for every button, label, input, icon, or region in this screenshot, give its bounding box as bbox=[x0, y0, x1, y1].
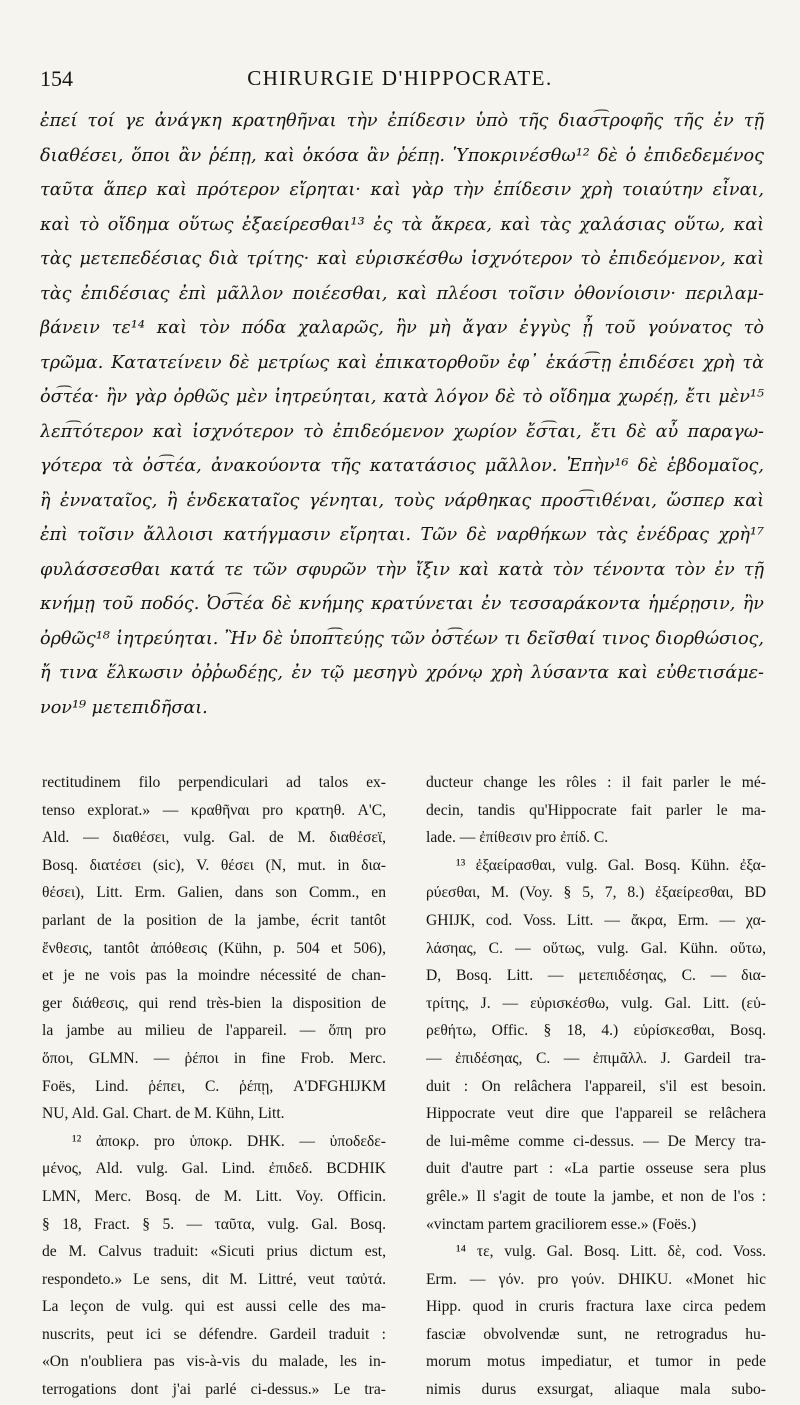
greek-line: ἤ τινα ἕλκωσιν ὀῤῥωδέῃς, ἐν τῷ μεσηγὺ χρόνῳ χρὴ λύσαντα καὶ εὐθετισάμε- bbox=[40, 663, 764, 683]
note-line: ducteur change les rôles : il fait parler le mé- bbox=[426, 774, 766, 791]
note-line: de lui-même comme ci-dessus. — De Mercy tra- bbox=[426, 1132, 766, 1150]
note-line: Bosq. διατέσει (sic), V. θέσει (N, mut. in δια- bbox=[42, 856, 386, 874]
note-line: respondeto.» Le sens, dit M. Littré, veut ταὐτά. bbox=[42, 1270, 386, 1288]
greek-text-block bbox=[40, 104, 764, 725]
note-line: D, Bosq. Litt. — μετεπιδέσηας, C. — δια- bbox=[426, 967, 766, 985]
greek-line: ταῦτα ἅπερ καὶ πρότερον εἴρηται· καὶ γὰρ τὴν ἐπίδεσιν χρὴ τοιαύτην εἶναι, bbox=[40, 180, 764, 200]
note-line: fasciæ obvolvendæ sunt, ne retrogradus hu- bbox=[426, 1325, 766, 1343]
note-line: rectitudinem filo perpendiculari ad talos ex- bbox=[42, 774, 386, 791]
greek-line: τρῶμα. Κατατείνειν δὲ μετρίως καὶ ἐπικατορθοῦν ἐφ᾽ ἑκάσ͡τῃ ἐπιδέσει χρὴ τὰ bbox=[40, 352, 764, 373]
note-line: ρεθήτω, Offic. § 18, 4.) εὑρίσκεσθαι, Bosq. bbox=[426, 1022, 766, 1040]
note-line: nimis durus exsurgat, aliaque mala subo- bbox=[426, 1381, 766, 1399]
note-line: tenso explorat.» — κραθῆναι pro κρατηθ. A'C, bbox=[42, 801, 386, 819]
greek-line: ὀσ͡τέα· ἢν γὰρ ὀρθῶς μὲν ἰητρεύηται, κατὰ λόγον δὲ τὸ οἴδημα χωρέῃ, ἔτι μὲν¹⁵ bbox=[40, 387, 764, 407]
note-line: lade. — ἐπίθεσιν pro ἐπίδ. C. bbox=[426, 829, 609, 847]
footnote-12-start: ¹² ἀποκρ. pro ὑποκρ. DHK. — ὑποδεδε- bbox=[72, 1132, 386, 1150]
note-line: «vinctam partem graciliorem esse.» (Foës.) bbox=[426, 1215, 697, 1233]
note-line: decin, tandis qu'Hippocrate fait parler le ma- bbox=[426, 801, 766, 819]
greek-line: διαθέσει, ὅποι ἂν ῥέπῃ, καὶ ὁκόσα ἂν ῥέπῃ. Ὑποκρινέσθω¹² δὲ ὁ ἐπιδεδεμένος bbox=[40, 145, 764, 166]
greek-line: λεπ͡τότερον καὶ ἰσχνότερον τὸ ἐπιδεόμενον χωρίον ἔσ͡ται, ἔτι δὲ αὖ παραγω- bbox=[40, 421, 764, 442]
greek-line: βάνειν τε¹⁴ καὶ τὸν πόδα χαλαρῶς, ἣν μὴ ἄγαν ἐγγὺς ᾖ τοῦ γούνατος τὸ bbox=[40, 318, 764, 338]
greek-line: ἢ ἐνναταῖος, ἢ ἑνδεκαταῖος γένηται, τοὺς νάρθηκας προσ͡τιθέναι, ὥσπερ καὶ bbox=[40, 490, 764, 511]
note-line: LMN, Merc. Bosq. de M. Litt. Voy. Officin. bbox=[42, 1187, 386, 1205]
footnote-14-start: ¹⁴ τε, vulg. Gal. Bosq. Litt. δὲ, cod. Voss. bbox=[456, 1243, 766, 1261]
note-line: parlant de la position de la jambe, écrit tantôt bbox=[42, 911, 386, 929]
note-line: de M. Calvus traduit: «Sicuti prius dictum est, bbox=[42, 1243, 386, 1261]
notes-column-left bbox=[42, 769, 386, 1404]
note-line: Foës, Lind. ῥέπει, C. ῥέπῃ, A'DFGHIJKM bbox=[42, 1077, 386, 1095]
note-line: morum motus impediatur, et tumor in pede bbox=[426, 1353, 766, 1371]
note-line: τρίτης, J. — εὑρισκέσθω, vulg. Gal. Litt. (εὑ- bbox=[426, 994, 766, 1012]
notes-column-right bbox=[426, 769, 766, 1404]
note-line: μένος, Ald. vulg. Gal. Lind. ἐπιδεδ. BCDHIK bbox=[42, 1160, 386, 1178]
note-line: NU, Ald. Gal. Chart. de M. Kühn, Litt. bbox=[42, 1105, 285, 1123]
note-line: «On n'oubliera pas vis-à-vis du malade, les in- bbox=[42, 1353, 386, 1371]
running-title: CHIRURGIE D'HIPPOCRATE. bbox=[247, 66, 553, 90]
note-line: Erm. — γόν. pro γούν. DHIKU. «Monet hic bbox=[426, 1270, 766, 1288]
greek-line: ἐπεί τοί γε ἀνάγκη κρατηθῆναι τὴν ἐπίδεσιν ὑπὸ τῆς διασ͡τροφῆς τῆς ἐν τῇ bbox=[40, 111, 764, 131]
note-line: Ald. — διαθέσει, vulg. Gal. de M. διαθέσεϊ, bbox=[42, 829, 386, 847]
note-line: duit : On relâchera l'appareil, s'il est besoin. bbox=[426, 1077, 766, 1095]
greek-line: κνήμῃ τοῦ ποδός. Ὀσ͡τέα δὲ κνήμης κρατύνεται ἐν τεσσαράκοντα ἡμέρῃσιν, ἢν bbox=[40, 594, 764, 614]
note-line: La leçon de vulg. qui est aussi celle des ma- bbox=[42, 1298, 386, 1316]
greek-line: ἐπὶ τοῖσιν ἄλλοισι κατήγμασιν εἴρηται. Τῶν δὲ ναρθήκων τὰς ἐνέδρας χρὴ¹⁷ bbox=[40, 525, 764, 545]
note-line: Hipp. quod in cruris fractura laxe circa pedem bbox=[426, 1298, 766, 1316]
note-line: — ἐπιδέσηας, C. — ἐπιμᾶλλ. J. Gardeil tra- bbox=[426, 1049, 766, 1067]
greek-line: ὀρθῶς¹⁸ ἰητρεύηται. Ἢν δὲ ὑποπ͡τεύῃς τῶν ὀσ͡τέων τι δεῖσθαί τινος διορθώσιος, bbox=[40, 628, 764, 649]
note-line: duit d'autre part : «La partie osseuse sera plus bbox=[426, 1160, 766, 1178]
note-line: ἔνθεσις, tantôt ἀπόθεσις (Kühn, p. 504 et 506), bbox=[42, 939, 386, 957]
running-header bbox=[40, 66, 760, 100]
greek-line: νον¹⁹ μετεπιδῆσαι. bbox=[40, 697, 208, 718]
note-line: ρύεσθαι, M. (Voy. § 5, 7, 8.) ἐξαείρεσθαι, BD bbox=[426, 884, 766, 902]
note-line: grêle.» Il s'agit de toute la jambe, et non de l'os : bbox=[426, 1187, 766, 1205]
footnote-13-start: ¹³ ἐξαείρασθαι, vulg. Gal. Bosq. Kühn. ἐξα- bbox=[456, 856, 766, 874]
note-line: Hippocrate veut dire que l'appareil se relâchera bbox=[426, 1105, 766, 1123]
greek-line: τὰς ἐπιδέσιας ἐπὶ μᾶλλον ποιέεσθαι, καὶ πλέοσι τοῖσιν ὀθονίοισιν· περιλαμ- bbox=[40, 283, 764, 304]
note-line: terrogations dont j'ai parlé ci-dessus.» Le tra- bbox=[42, 1381, 386, 1399]
note-line: θέσει), Litt. Erm. Galien, dans son Comm., en bbox=[42, 884, 386, 902]
note-line: la jambe au milieu de l'appareil. — ὅπη pro bbox=[42, 1022, 386, 1040]
note-line: § 18, Fract. § 5. — ταῦτα, vulg. Gal. Bosq. bbox=[42, 1215, 386, 1233]
note-line: ger διάθεσις, qui rend très-bien la disposition de bbox=[42, 994, 386, 1012]
page-number: 154 bbox=[40, 66, 73, 91]
greek-line: τὰς μετεπεδέσιας διὰ τρίτης· καὶ εὑρισκέσθω ἰσχνότερον τὸ ἐπιδεόμενον, καὶ bbox=[40, 249, 764, 269]
note-line: GHIJK, cod. Voss. Litt. — ἄκρα, Erm. — χα- bbox=[426, 911, 766, 929]
greek-line: καὶ τὸ οἴδημα οὕτως ἐξαείρεσθαι¹³ ἐς τὰ ἄκρεα, καὶ τὰς χαλάσιας οὕτω, καὶ bbox=[40, 214, 764, 235]
note-line: λάσηας, C. — οὕτως, vulg. Gal. Kühn. οὕτω, bbox=[426, 939, 766, 957]
greek-line: φυλάσσεσθαι κατά τε τῶν σφυρῶν τὴν ἴξιν καὶ κατὰ τὸν τένοντα τὸν ἐν τῇ bbox=[40, 559, 764, 580]
note-line: nuscrits, peut ici se défendre. Gardeil traduit : bbox=[42, 1325, 386, 1343]
note-line: et je ne vois pas la moindre nécessité de chan- bbox=[42, 967, 386, 985]
greek-line: γότερα τὰ ὀσ͡τέα, ἀνακούοντα τῆς κατατάσιος μᾶλλον. Ἐπὴν¹⁶ δὲ ἑβδομαῖος, bbox=[40, 456, 764, 476]
note-line: ὅποι, GLMN. — ῥέποι in fine Frob. Merc. bbox=[42, 1049, 386, 1067]
